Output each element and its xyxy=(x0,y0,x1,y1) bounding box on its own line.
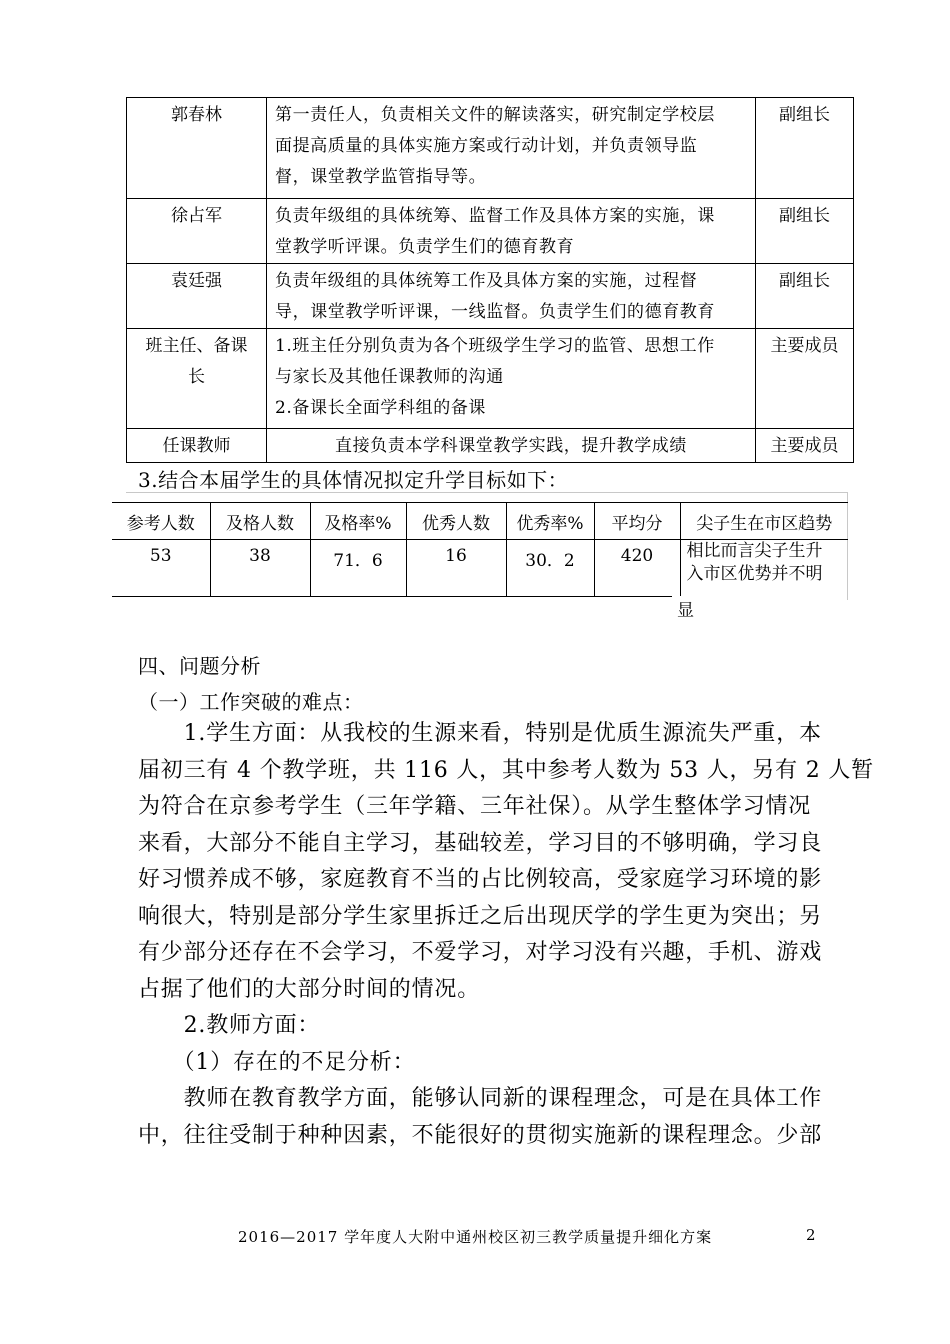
member-name: 袁廷强 xyxy=(127,264,267,329)
body-line: 2.教师方面： xyxy=(138,1013,321,1038)
trend-cell xyxy=(680,540,848,597)
column-header: 及格率% xyxy=(310,503,406,540)
column-header: 及格人数 xyxy=(210,503,310,540)
body-line: 教师在教育教学方面，能够认同新的课程理念，可是在具体工作 xyxy=(138,1086,823,1111)
table-cell: 71．6 xyxy=(310,540,406,597)
duty-line: 与家长及其他任课教师的沟通 xyxy=(275,367,504,387)
member-role: 副组长 xyxy=(756,264,854,329)
body-text xyxy=(138,716,874,1154)
table-header-row xyxy=(112,503,848,540)
body-line: 1.学生方面：从我校的生源来看，特别是优质生源流失严重，本 xyxy=(138,721,822,746)
table-cell: 420 xyxy=(594,540,680,597)
name-line: 长 xyxy=(188,367,205,387)
duty-line: 第一责任人，负责相关文件的解读落实，研究制定学校层 xyxy=(275,105,715,125)
member-name: 任课教师 xyxy=(127,429,267,463)
section-title: 四、问题分析 xyxy=(138,654,261,678)
body-line: 响很大，特别是部分学生家里拆迁之后出现厌学的学生更为突出；另 xyxy=(138,903,823,929)
table-row xyxy=(127,98,854,199)
body-line: （1）存在的不足分析： xyxy=(138,1049,416,1075)
body-line: 来看，大部分不能自主学习，基础较差，学习目的不够明确，学习良 xyxy=(138,830,823,856)
member-duty xyxy=(267,98,756,199)
member-role: 副组长 xyxy=(756,199,854,264)
member-duty xyxy=(267,264,756,329)
duty-line: 2.备课长全面学科组的备课 xyxy=(275,398,487,418)
trend-line: 相比而言尖子生升 xyxy=(686,541,823,561)
name-line: 班主任、备课 xyxy=(145,336,248,356)
member-role: 主要成员 xyxy=(756,429,854,463)
duty-line: 直接负责本学科课堂教学实践，提升教学成绩 xyxy=(335,436,687,456)
member-name: 郭春林 xyxy=(127,98,267,199)
member-name xyxy=(127,329,267,429)
member-role: 主要成员 xyxy=(756,329,854,429)
table-frame-line xyxy=(126,492,848,493)
duty-line: 导，课堂教学听评课，一线监督。负责学生们的德育教育 xyxy=(275,302,715,322)
duty-line: 督，课堂教学监管指导等。 xyxy=(275,167,487,187)
duty-line: 1.班主任分别负责为各个班级学生学习的监管、思想工作 xyxy=(275,336,715,356)
body-line: 届初三有 4 个教学班，共 116 人，其中参考人数为 53 人，另有 2 人暂 xyxy=(138,757,874,783)
column-header: 尖子生在市区趋势 xyxy=(680,503,848,540)
table-row xyxy=(112,540,848,597)
subsection-title: （一）工作突破的难点： xyxy=(138,690,364,714)
column-header: 平均分 xyxy=(594,503,680,540)
duty-line: 堂教学听评课。负责学生们的德育教育 xyxy=(275,237,575,257)
member-duty xyxy=(267,429,756,463)
duty-line: 负责年级组的具体统筹、监督工作及具体方案的实施，课 xyxy=(275,206,715,226)
body-line: 有少部分还存在不会学习，不爱学习，对学习没有兴趣，手机、游戏 xyxy=(138,940,823,965)
page-number: 2 xyxy=(806,1226,816,1244)
member-name: 徐占军 xyxy=(127,199,267,264)
duty-line: 负责年级组的具体统筹工作及具体方案的实施，过程督 xyxy=(275,271,698,291)
body-line: 好习惯养成不够，家庭教育不当的占比例较高，受家庭学习环境的影 xyxy=(138,867,823,892)
body-line: 占据了他们的大部分时间的情况。 xyxy=(138,976,481,1002)
body-line: 中，往往受制于种种因素，不能很好的贯彻实施新的课程理念。少部 xyxy=(138,1122,823,1148)
table-cell: 53 xyxy=(112,540,210,597)
member-role: 副组长 xyxy=(756,98,854,199)
table-cell: 30．2 xyxy=(506,540,594,597)
duty-line: 面提高质量的具体实施方案或行动计划，并负责领导监 xyxy=(275,136,698,156)
trend-line: 入市区优势并不明 xyxy=(686,564,823,584)
table-frame-line xyxy=(112,596,672,597)
target-heading: 3.结合本届学生的具体情况拟定升学目标如下： xyxy=(138,468,569,492)
trend-overflow-text: 显 xyxy=(677,601,694,621)
responsibility-table xyxy=(126,97,854,463)
footer-title: 2016—2017 学年度人大附中通州校区初三教学质量提升细化方案 xyxy=(238,1228,713,1246)
table-cell: 16 xyxy=(406,540,506,597)
column-header: 优秀率% xyxy=(506,503,594,540)
table-cell: 38 xyxy=(210,540,310,597)
table-row xyxy=(127,199,854,264)
column-header: 参考人数 xyxy=(112,503,210,540)
member-duty xyxy=(267,199,756,264)
body-line: 为符合在京参考学生（三年学籍、三年社保）。从学生整体学习情况 xyxy=(138,794,812,819)
table-row xyxy=(127,429,854,463)
column-header: 优秀人数 xyxy=(406,503,506,540)
target-table xyxy=(112,502,848,596)
member-duty xyxy=(267,329,756,429)
table-row xyxy=(127,264,854,329)
table-row xyxy=(127,329,854,429)
